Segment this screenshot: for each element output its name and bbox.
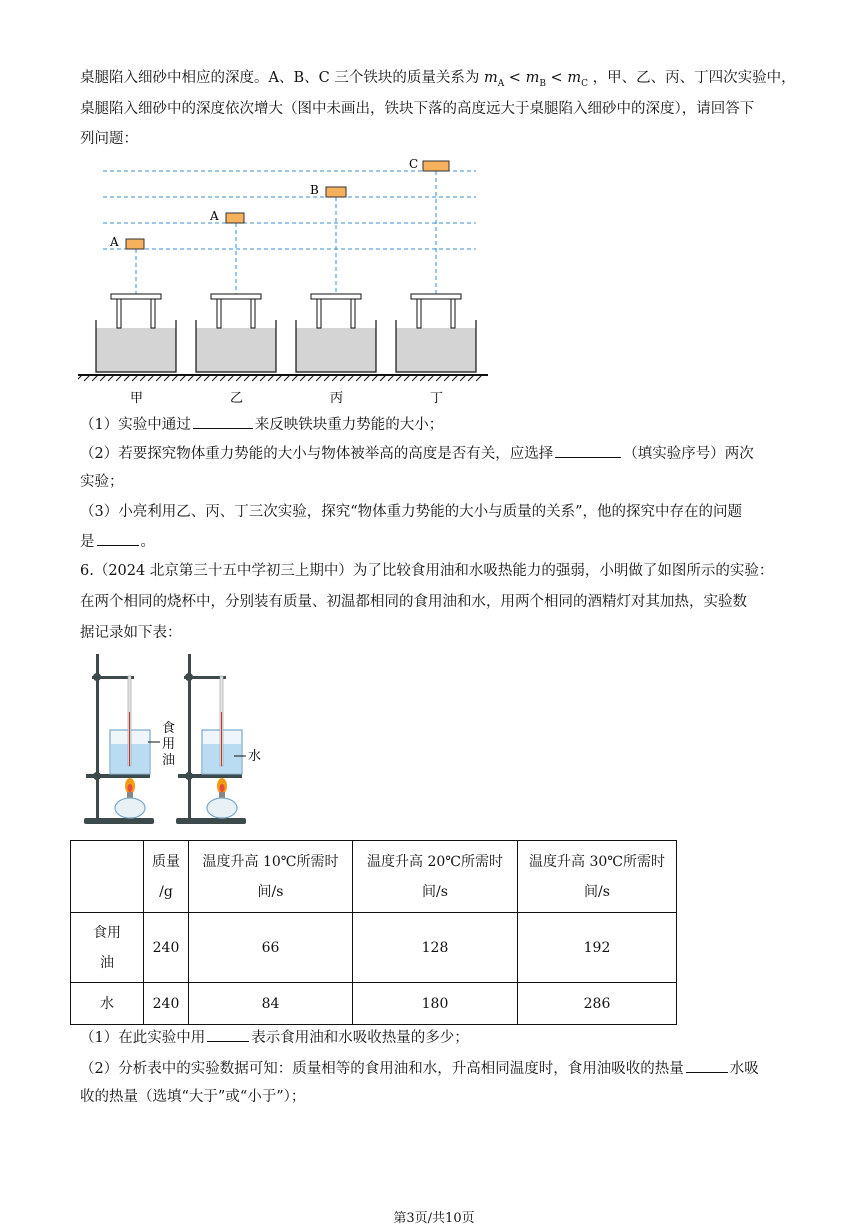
sand-container	[196, 294, 276, 372]
answer-blank-4[interactable]	[207, 1027, 249, 1042]
table-cell: 286	[518, 983, 677, 1025]
table-row	[71, 983, 677, 1025]
table-header-cell: 温度升高 20℃所需时 间/s	[353, 841, 518, 913]
iron-block-a-yi	[226, 213, 244, 223]
q6-line-1: 6.（2024 北京第三十五中学初三上期中）为了比较食用油和水吸热能力的强弱，小明做了如图所示的实验：	[80, 563, 774, 579]
table-header-cell: 温度升高 10℃所需时 间/s	[189, 841, 353, 913]
table-header-cell: 温度升高 30℃所需时 间/s	[518, 841, 677, 913]
iron-stand-oil	[84, 654, 154, 824]
q5-part1: （1）实验中通过 来反映铁块重力势能的大小；	[80, 414, 443, 435]
q6-part2-cont: 收的热量（选填“大于”或“小于”）；	[80, 1089, 306, 1105]
trial-label-jia: 甲	[130, 391, 144, 406]
table-cell: 66	[189, 913, 353, 983]
block-label-2: A	[210, 209, 219, 223]
intro-line-2: 桌腿陷入细砂中的深度依次增大（图中未画出，铁块下落的高度远大于桌腿陷入细砂中的深度），请回答下	[80, 101, 755, 117]
block-label-1: A	[110, 235, 119, 249]
table-cell: 128	[353, 913, 518, 983]
table-row	[71, 913, 677, 983]
q5-part3-cont: 是 。	[80, 531, 155, 552]
falling-block-figure	[78, 150, 498, 410]
row-name-water: 水	[71, 983, 144, 1025]
q6-part1: （1）在此实验中用 表示食用油和水吸收热量的多少；	[80, 1027, 469, 1048]
q5-part3: （3）小亮利用乙、丙、丁三次实验，探究“物体重力势能的大小与质量的关系”，他的探究中存在的问题	[80, 504, 743, 520]
intro-line-1: 桌腿陷入细砂中相应的深度。A、B、C 三个铁块的质量关系为 $m_A < m_B < m_C$ ，甲、乙、丙、丁四次实验中，	[80, 70, 796, 89]
q6-part2: （2）分析表中的实验数据可知：质量相等的食用油和水，升高相同温度时，食用油吸收的热量 水吸	[80, 1058, 759, 1079]
answer-blank-5[interactable]	[686, 1058, 728, 1073]
block-label-3: B	[310, 183, 319, 197]
sand-container	[96, 294, 176, 372]
iron-block-a-jia	[126, 239, 144, 249]
q5-part2-cont: 实验；	[80, 474, 124, 490]
sand-container	[396, 294, 476, 372]
table-cell: 192	[518, 913, 677, 983]
svg-text:用: 用	[162, 737, 176, 752]
table-header-cell	[71, 841, 144, 913]
svg-text:油: 油	[162, 753, 176, 768]
iron-block-c	[423, 161, 449, 171]
table-cell: 84	[189, 983, 353, 1025]
intro-line-3: 列问题：	[80, 131, 138, 147]
table-cell: 240	[144, 913, 189, 983]
heating-apparatus-figure	[78, 652, 278, 832]
mass-relation: $m_A < m_B < m_C$	[483, 70, 588, 89]
table-header-cell: 质量 /g	[144, 841, 189, 913]
oil-label: 食	[162, 721, 176, 736]
answer-blank-1[interactable]	[193, 414, 253, 429]
q5-part2: （2）若要探究物体重力势能的大小与物体被举高的高度是否有关，应选择 （填实验序号）两次	[80, 443, 754, 464]
q6-line-3: 据记录如下表：	[80, 625, 182, 641]
trial-label-yi: 乙	[230, 391, 244, 406]
answer-blank-3[interactable]	[97, 531, 139, 546]
sand-container	[296, 294, 376, 372]
table-header-row	[71, 841, 677, 913]
row-name-oil: 食用 油	[71, 913, 144, 983]
iron-stand-water	[176, 654, 246, 824]
q6-line-2: 在两个相同的烧杯中，分别装有质量、初温都相同的食用油和水，用两个相同的酒精灯对其加热，实验数	[80, 594, 747, 610]
trial-label-bing: 丙	[330, 391, 344, 406]
trial-label-ding: 丁	[430, 391, 444, 406]
table-cell: 180	[353, 983, 518, 1025]
page-footer: 第3页/共10页	[393, 1211, 475, 1226]
data-table	[70, 840, 677, 1025]
answer-blank-2[interactable]	[555, 443, 621, 458]
block-label-4: C	[409, 157, 419, 171]
table-cell: 240	[144, 983, 189, 1025]
water-label: 水	[248, 749, 262, 764]
iron-block-b	[326, 187, 346, 197]
